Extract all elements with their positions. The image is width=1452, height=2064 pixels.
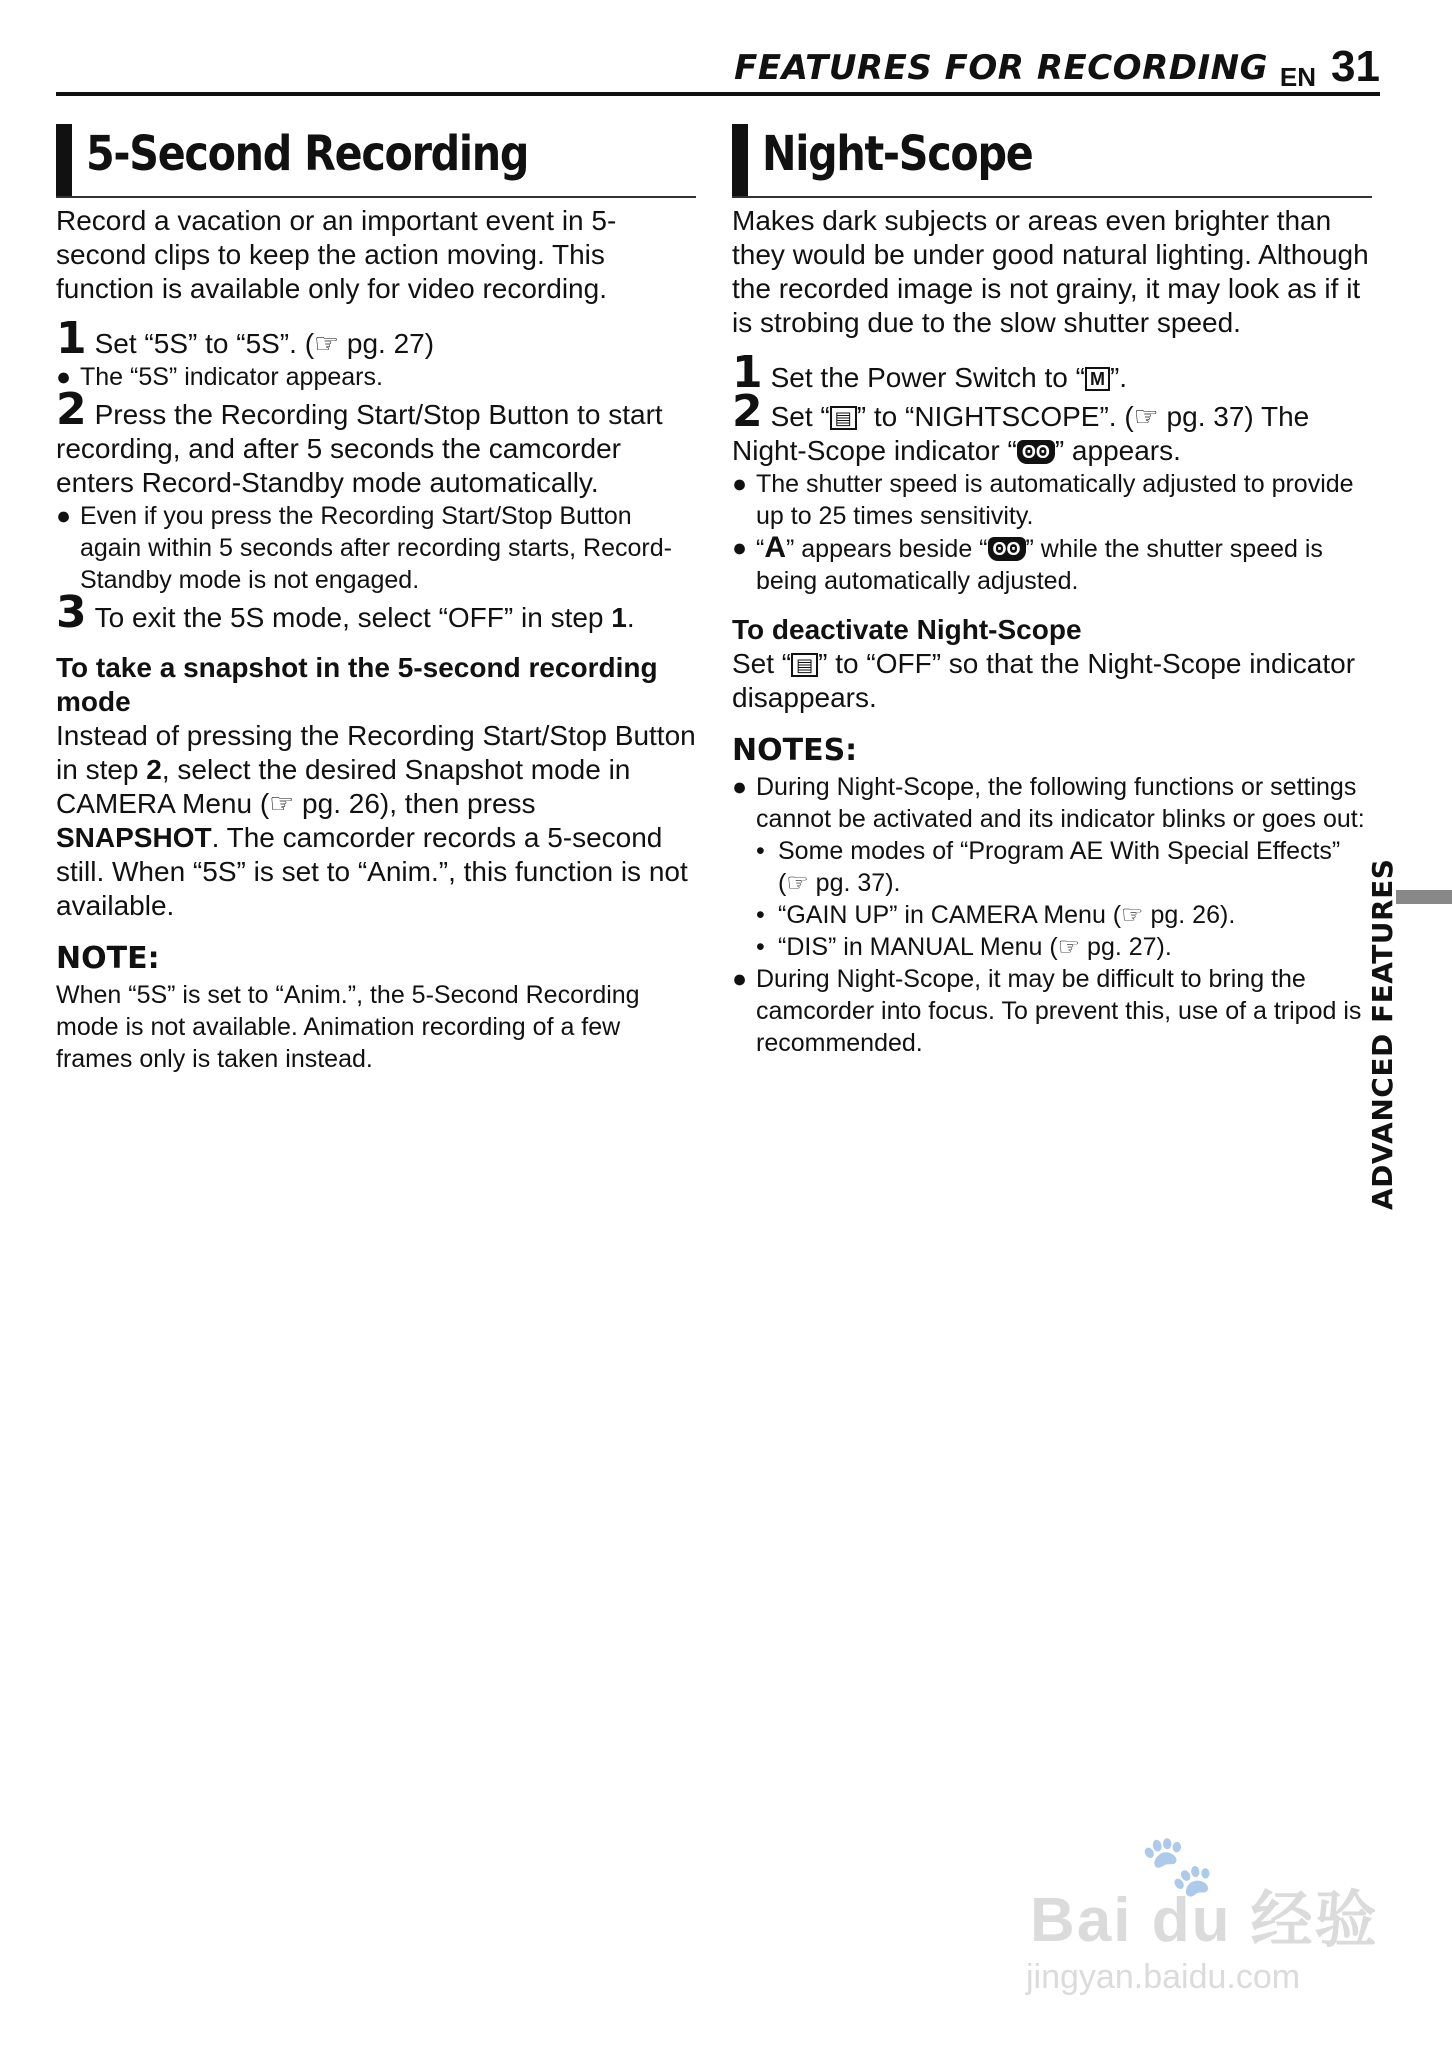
heading-bar [732,124,748,196]
section-heading-5-second [56,124,696,198]
step-number: 1 [56,313,87,364]
baidu-watermark [1020,1830,1400,2010]
intro-text: Record a vacation or an important event in 5-second clips to keep the action moving. This function is available only for video recording. [56,205,617,304]
step-2 [56,384,696,500]
sub-item: • Some modes of “Program AE With Special Effects” (☞ pg. 37). [756,837,1341,897]
step-text: Press the Recording Start/Stop Button to start recording, and after 5 seconds the camcorder enters Record-Standby mode automatically. [56,399,663,498]
watermark-main: Bai du 经验 [1030,1886,1379,1955]
bullet-icon: ● [732,965,748,993]
header-title: FEATURES FOR RECORDING [734,48,1268,88]
sub-item: • “DIS” in MANUAL Menu (☞ pg. 27). [756,933,1172,961]
step-ref: 1 [611,602,627,633]
step-text: Set “5S” to “5S”. (☞ pg. 27) [94,328,435,359]
sub-bullet-icon: • [756,933,765,961]
section-heading-night-scope [732,124,1372,198]
deactivate-text: Set “ ▤ ” to “OFF” so that the Night-Scope indicator disappears. [732,648,1356,713]
page-header [56,40,1380,96]
step-1: 1 Set the Power Switch to “ M ”. [732,347,1128,398]
side-section-label: ADVANCED FEATURES [1366,858,1399,1210]
sub-bullet-icon: • [756,901,765,929]
step-number: 2 [56,384,87,435]
note-item: ● During Night-Scope, it may be difficult to bring the camcorder into focus. To prevent this, use of a tripod is recommended. [732,965,1362,1057]
bullet-item: ● The shutter speed is automatically adjusted to provide up to 25 times sensitivity. [732,470,1354,530]
manual-mode-icon: M [1085,367,1110,391]
intro-text: Makes dark subjects or areas even brighter than they would be under good natural lighting. Although the recorded image is not grainy, it may look as if it is strobing due to the slow shutter speed. [732,205,1369,338]
bullet-item: ● Even if you press the Recording Start/Stop Button again within 5 seconds after recording starts, Record-Standby mode is not engaged. [56,502,672,594]
menu-icon: ▤ [830,406,857,430]
bullet-icon: ● [732,534,748,562]
auto-symbol-icon: A [764,531,786,564]
menu-icon: ▤ [791,653,818,677]
bullet-item: ● “A” appears beside “ ʘʘ ” while the shutter speed is being automatically adjusted. [732,531,1323,595]
night-scope-owl-icon: ʘʘ [988,537,1026,561]
sub-bullet-icon: • [756,837,765,865]
notes-heading: NOTES: [732,733,858,768]
sub-item: • “GAIN UP” in CAMERA Menu (☞ pg. 26). [756,901,1236,929]
step-2: 2 Set “ ▤ ” to “NIGHTSCOPE”. (☞ pg. 37) The Night-Scope indicator “ ʘʘ ” appears. [732,386,1310,466]
step-number: 2 [732,386,763,437]
snapshot-heading: To take a snapshot in the 5-second recording mode [56,652,658,717]
note-heading: NOTE: [56,941,160,976]
bullet-icon: ● [732,773,748,801]
snapshot-text: Instead of pressing the Recording Start/Stop Button in step 2, select the desired Snapshot mode in CAMERA Menu (☞ pg. 26), then press SNAPSHOT. The camcorder records a 5-second still. When “5S” is set to “Anim.”, this function is not available. [56,720,696,921]
paw-icon: 🐾 [1140,1832,1215,1899]
bullet-icon: ● [56,502,72,530]
section-title: 5-Second Recording [86,126,529,182]
note-text: When “5S” is set to “Anim.”, the 5-Second Recording mode is not available. Animation recording of a few frames only is taken instead. [56,981,640,1073]
bullet-icon: ● [56,363,72,391]
night-scope-owl-icon: ʘʘ [1017,440,1055,464]
header-lang: EN [1279,62,1316,92]
step-3: 3 To exit the 5S mode, select “OFF” in step 1. [56,587,635,638]
note-item: ● During Night-Scope, the following functions or settings cannot be activated and its indicator blinks or goes out: [732,773,1365,833]
page-number: 31 [1331,42,1380,91]
bullet-icon: ● [732,470,748,498]
step-1 [56,313,696,364]
step-number: 1 [732,347,763,398]
deactivate-heading: To deactivate Night-Scope [732,614,1082,645]
section-title: Night-Scope [762,126,1033,182]
step-number: 3 [56,587,87,638]
right-column [732,124,1372,1059]
left-column [56,124,696,1075]
watermark-url: jingyan.baidu.com [1026,1958,1301,1996]
heading-bar [56,124,72,196]
bullet-item: ● The “5S” indicator appears. [56,363,383,391]
